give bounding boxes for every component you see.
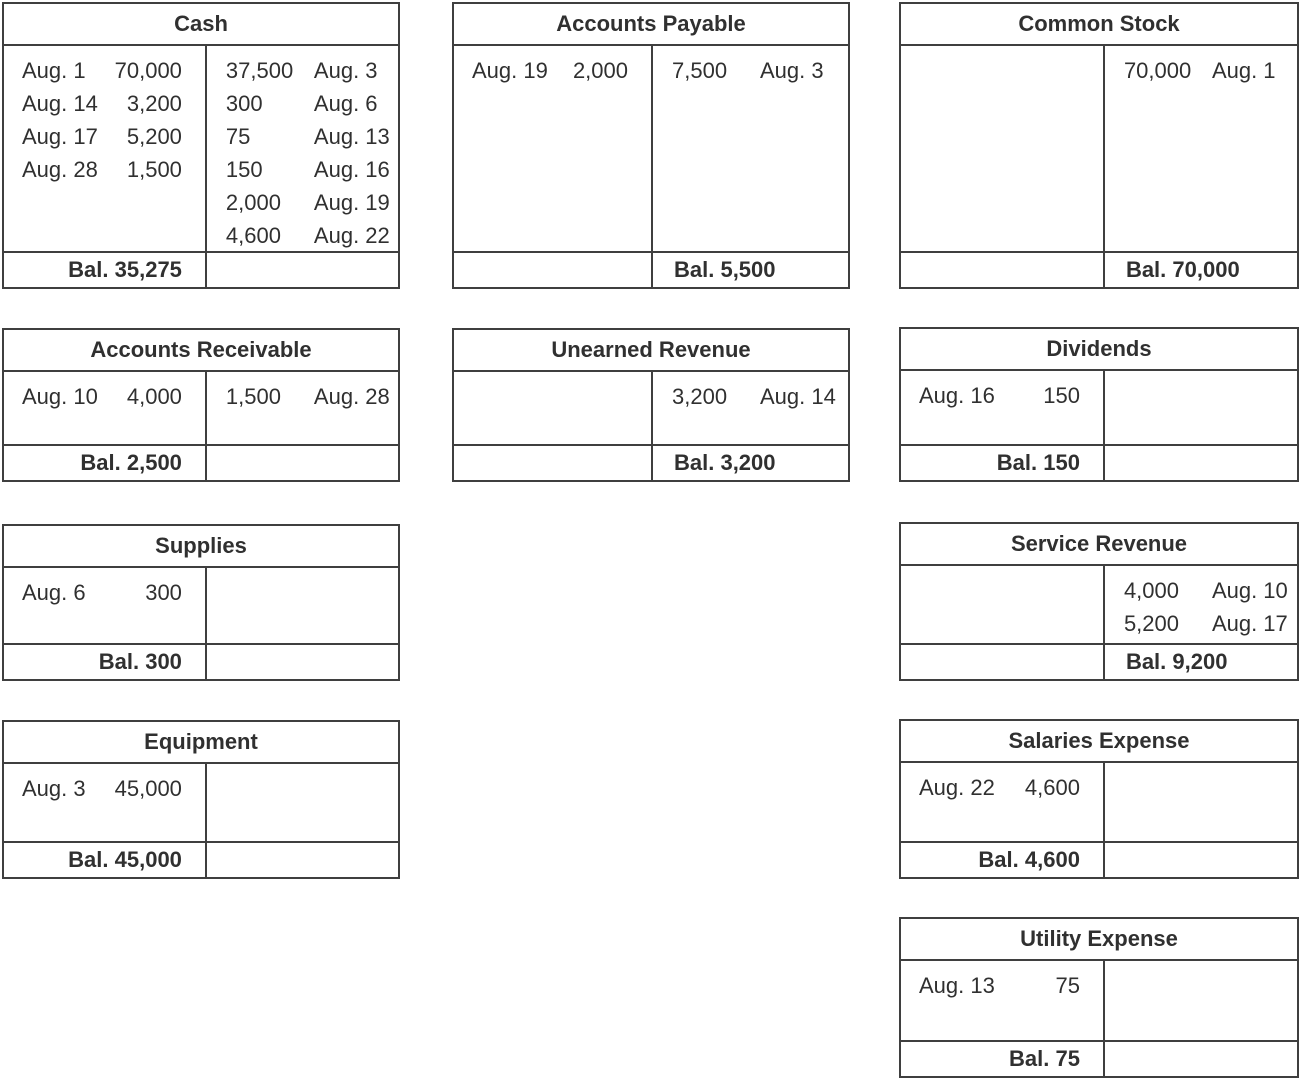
t-divider-line [205, 46, 207, 287]
ledger-entry [4, 772, 204, 805]
entry-amount: 37,500 [225, 57, 294, 83]
balance-row [4, 841, 398, 877]
t-divider-line [651, 46, 653, 287]
ledger-entry [901, 969, 1102, 1002]
t-account-salaries-expense [899, 719, 1299, 879]
entry-date: Aug. 6 [22, 579, 86, 605]
account-title: Accounts Payable [454, 4, 848, 46]
account-body [4, 568, 398, 679]
balance-row [4, 444, 398, 480]
account-title: Supplies [4, 526, 398, 568]
debit-side [454, 46, 650, 251]
account-title: Dividends [901, 329, 1297, 371]
account-body [4, 372, 398, 480]
t-divider-line [205, 568, 207, 679]
t-divider-line [1103, 371, 1105, 480]
credit-side [652, 46, 848, 251]
entry-date: Aug. 10 [1211, 577, 1288, 603]
balance-row [901, 251, 1297, 287]
entry-date: Aug. 19 [472, 57, 548, 83]
ledger-entry [1104, 574, 1297, 607]
entry-amount: 300 [225, 90, 263, 116]
entry-amount: 7,500 [672, 57, 728, 83]
entry-amount: 3,200 [126, 90, 182, 116]
credit-side [1104, 566, 1297, 643]
ledger-entry [4, 576, 204, 609]
debit-side [4, 568, 204, 643]
account-body [901, 961, 1297, 1076]
credit-side [652, 372, 848, 444]
balance-label: Bal. 70,000 [1125, 257, 1240, 282]
t-account-utility-expense [899, 917, 1299, 1078]
ledger-entry [206, 87, 398, 120]
account-title: Cash [4, 4, 398, 46]
debit-side [901, 961, 1102, 1040]
entry-date: Aug. 14 [760, 383, 836, 409]
entry-amount: 75 [1055, 972, 1080, 998]
entry-amount: 70,000 [1123, 57, 1192, 83]
debit-side [901, 566, 1102, 643]
entry-amount: 4,000 [1123, 577, 1179, 603]
t-account-supplies [2, 524, 400, 681]
entry-date: Aug. 3 [760, 57, 824, 83]
entry-date: Aug. 1 [1211, 57, 1276, 83]
entry-date: Aug. 16 [919, 382, 995, 408]
entry-amount: 5,200 [1123, 610, 1179, 636]
entry-amount: 4,600 [1024, 774, 1080, 800]
debit-side [901, 763, 1102, 841]
balance-row [901, 643, 1297, 679]
entry-date: Aug. 3 [22, 775, 86, 801]
account-title: Service Revenue [901, 524, 1297, 566]
ledger-entry [4, 153, 204, 186]
ledger-entry [901, 379, 1102, 412]
account-title: Unearned Revenue [454, 330, 848, 372]
ledger-entry [652, 380, 848, 413]
entry-amount: 5,200 [126, 123, 182, 149]
ledger-entry [1104, 607, 1297, 640]
credit-side [206, 568, 398, 643]
entry-amount: 1,500 [126, 156, 182, 182]
account-body [454, 46, 848, 287]
entry-date: Aug. 28 [313, 383, 390, 409]
entry-amount: 3,200 [672, 383, 728, 409]
ledger-entry [4, 87, 204, 120]
t-account-unearned-revenue [452, 328, 850, 482]
balance-label: Bal. 45,000 [68, 847, 182, 872]
debit-side [901, 371, 1102, 444]
debit-side [454, 372, 650, 444]
balance-row [4, 643, 398, 679]
account-title: Salaries Expense [901, 721, 1297, 763]
account-body [4, 764, 398, 877]
t-divider-line [651, 372, 653, 480]
account-title: Equipment [4, 722, 398, 764]
t-account-cash [2, 2, 400, 289]
entry-amount: 300 [145, 579, 182, 605]
t-account-equipment [2, 720, 400, 879]
balance-label: Bal. 5,500 [674, 257, 776, 282]
balance-label: Bal. 2,500 [80, 450, 182, 475]
balance-label: Bal. 35,275 [68, 257, 182, 282]
t-account-accounts-payable [452, 2, 850, 289]
balance-row [901, 444, 1297, 480]
t-divider-line [205, 372, 207, 480]
t-divider-line [1103, 961, 1105, 1076]
t-divider-line [1103, 763, 1105, 877]
entry-date: Aug. 13 [313, 123, 390, 149]
t-account-common-stock [899, 2, 1299, 289]
entry-amount: 150 [1043, 382, 1080, 408]
ledger-entry [206, 120, 398, 153]
t-account-accounts-receivable [2, 328, 400, 482]
entry-amount: 150 [225, 156, 263, 182]
entry-amount: 70,000 [114, 57, 182, 83]
ledger-entry [206, 380, 398, 413]
balance-row [4, 251, 398, 287]
balance-row [901, 1040, 1297, 1076]
entry-date: Aug. 1 [22, 57, 86, 83]
balance-label: Bal. 300 [98, 649, 182, 674]
debit-side [4, 46, 204, 251]
account-title: Accounts Receivable [4, 330, 398, 372]
account-body [901, 566, 1297, 679]
ledger-entry [206, 186, 398, 219]
entry-date: Aug. 13 [919, 972, 995, 998]
credit-side [206, 46, 398, 251]
account-body [901, 46, 1297, 287]
debit-side [4, 764, 204, 841]
account-body [901, 763, 1297, 877]
entry-date: Aug. 6 [313, 90, 378, 116]
ledger-entry [4, 54, 204, 87]
entry-amount: 45,000 [114, 775, 182, 801]
balance-label: Bal. 3,200 [674, 450, 776, 475]
entry-date: Aug. 17 [22, 123, 98, 149]
balance-label: Bal. 150 [996, 450, 1080, 475]
account-body [454, 372, 848, 480]
credit-side [1104, 46, 1297, 251]
entry-date: Aug. 22 [313, 222, 390, 248]
t-account-service-revenue [899, 522, 1299, 681]
debit-side [4, 372, 204, 444]
entry-amount: 4,000 [126, 383, 182, 409]
entry-date: Aug. 3 [313, 57, 378, 83]
credit-side [206, 764, 398, 841]
entry-date: Aug. 14 [22, 90, 98, 116]
account-title: Utility Expense [901, 919, 1297, 961]
entry-date: Aug. 17 [1211, 610, 1288, 636]
balance-label: Bal. 4,600 [978, 847, 1080, 872]
ledger-entry [4, 120, 204, 153]
account-body [901, 371, 1297, 480]
t-divider-line [205, 764, 207, 877]
debit-side [901, 46, 1102, 251]
credit-side [1104, 961, 1297, 1040]
ledger-entry [1104, 54, 1297, 87]
entry-date: Aug. 16 [313, 156, 390, 182]
ledger-entry [206, 54, 398, 87]
account-title: Common Stock [901, 4, 1297, 46]
t-divider-line [1103, 46, 1105, 287]
ledger-entry [206, 153, 398, 186]
entry-amount: 75 [225, 123, 251, 149]
balance-label: Bal. 9,200 [1125, 649, 1228, 674]
credit-side [1104, 763, 1297, 841]
balance-label: Bal. 75 [1009, 1046, 1080, 1071]
ledger-entry [4, 380, 204, 413]
credit-side [206, 372, 398, 444]
account-body [4, 46, 398, 287]
ledger-entry [652, 54, 848, 87]
credit-side [1104, 371, 1297, 444]
entry-date: Aug. 10 [22, 383, 98, 409]
entry-date: Aug. 22 [919, 774, 995, 800]
balance-row [901, 841, 1297, 877]
ledger-entry [206, 219, 398, 251]
entry-amount: 4,600 [225, 222, 281, 248]
entry-amount: 2,000 [572, 57, 628, 83]
t-account-dividends [899, 327, 1299, 482]
ledger-entry [454, 54, 650, 87]
t-divider-line [1103, 566, 1105, 679]
ledger-entry [901, 771, 1102, 804]
entry-date: Aug. 19 [313, 189, 390, 215]
entry-amount: 2,000 [225, 189, 281, 215]
entry-date: Aug. 28 [22, 156, 98, 182]
entry-amount: 1,500 [225, 383, 281, 409]
